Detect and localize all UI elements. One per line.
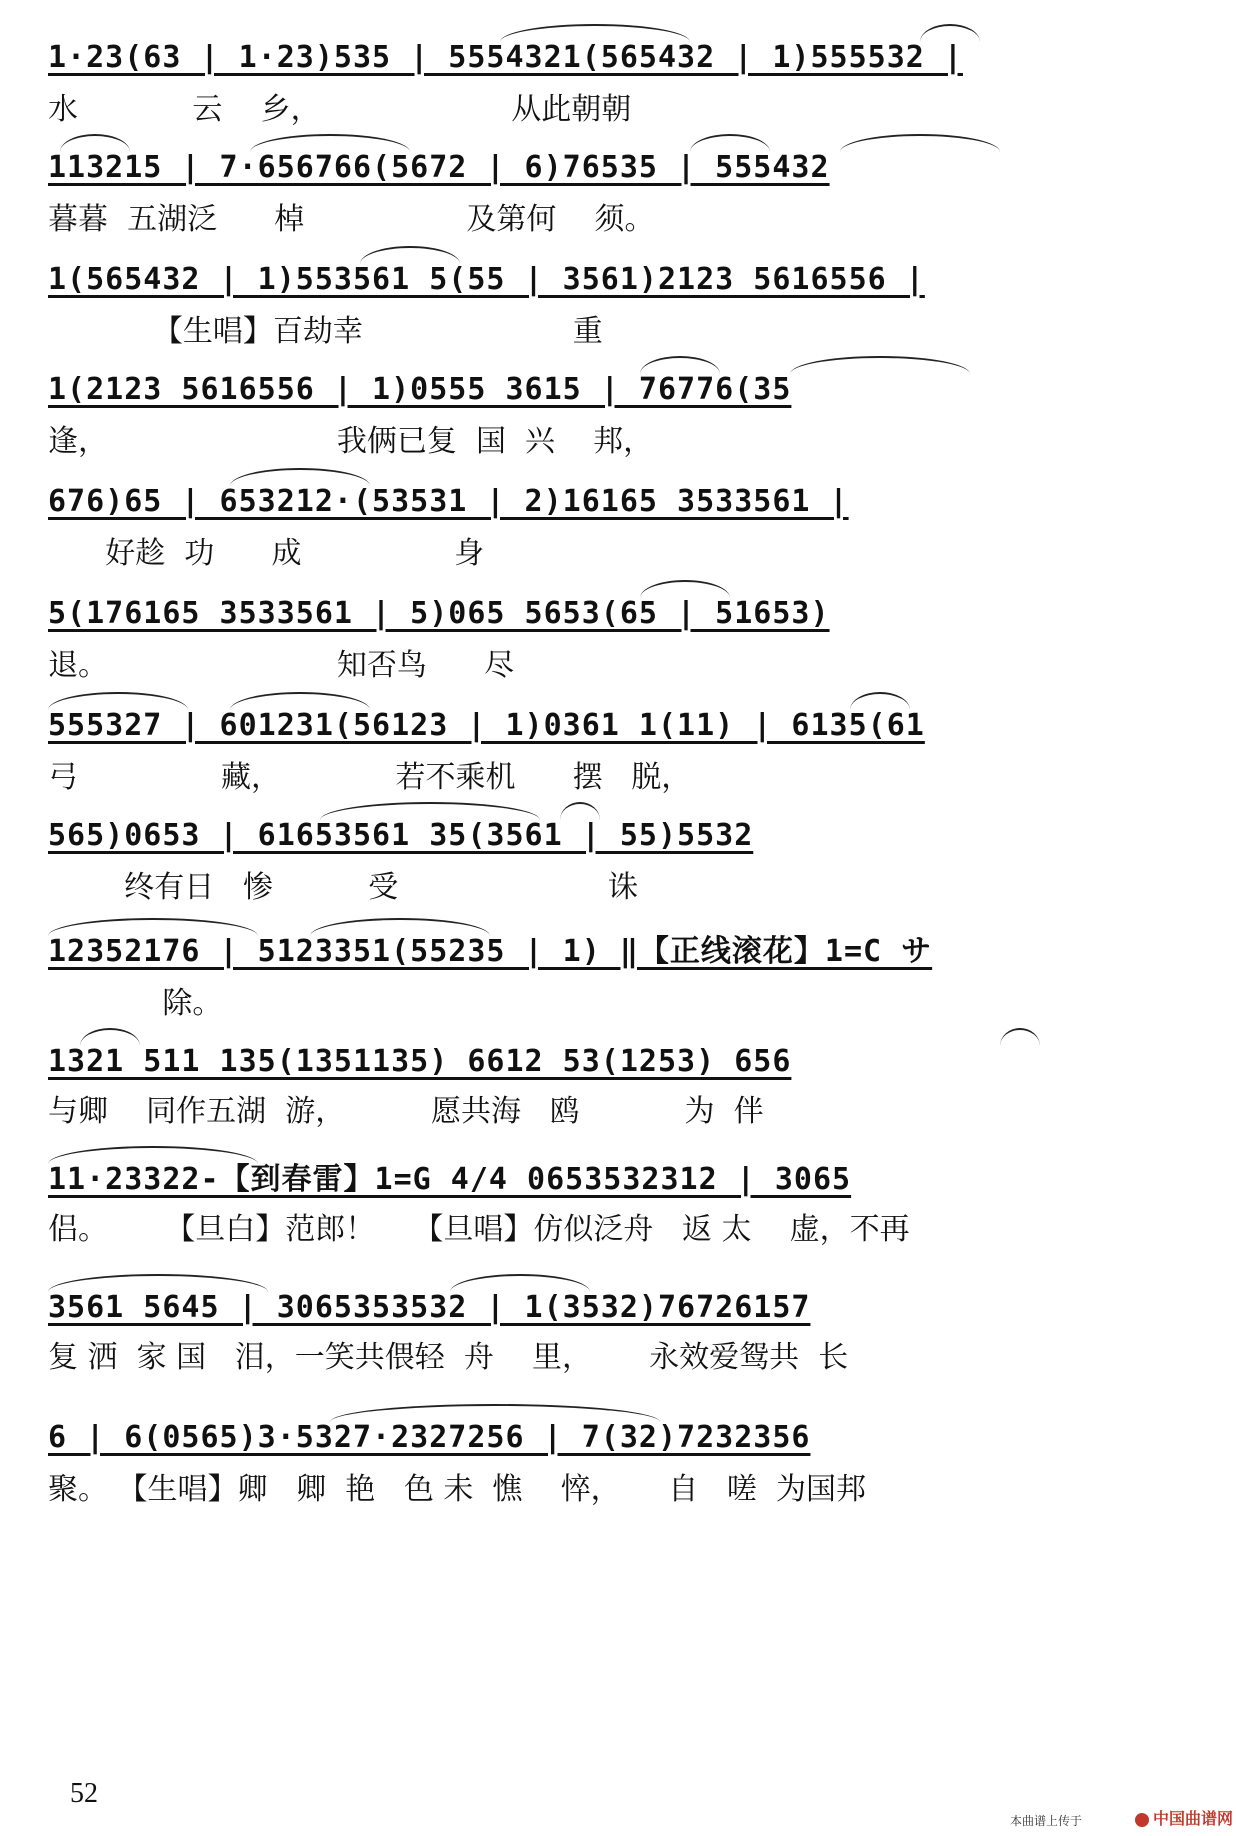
site-logo-text: 中国曲谱网 [1153,1809,1234,1828]
logo-mark-icon [1135,1813,1149,1827]
lyric-line-1: 水 云 乡， 从此朝朝 [48,92,632,127]
slur-mark [48,1274,268,1292]
slur-mark [48,918,258,936]
slur-mark [790,356,970,374]
notation-line-13: 6 | 6(0565)3·5327·2327256 | 7(32)7232356 [48,1420,811,1455]
slur-mark [330,1404,660,1422]
notation-line-7: 555327 | 601231(56123 | 1)0361 1(11) | 6135(61 [48,708,925,743]
slur-mark [850,692,910,710]
slur-mark [80,1028,140,1046]
slur-mark [640,580,730,598]
slur-mark [320,802,540,820]
notation-line-9: 12352176 | 5123351(55235 | 1) ‖【正线滚花】1=C サ [48,934,933,969]
notation-line-11: 11·23322-【到春雷】1=G 4/4 0653532312 | 3065 [48,1162,852,1197]
slur-mark [230,468,370,486]
lyric-line-11: 侣。 【旦白】范郎！ 【旦唱】仿似泛舟 返 太 虚，不再 [48,1212,910,1247]
slur-mark [640,356,720,374]
lyric-line-13: 聚。 【生唱】卿 卿 艳 色 未 憔 悴， 自 嗟 为国邦 [48,1472,866,1507]
notation-line-4: 1(2123 5616556 | 1)0555 3615 | 76776(35 [48,372,792,407]
slur-mark [560,802,600,820]
lyric-line-4: 逢， 我俩已复 国 兴 邦， [48,424,654,459]
lyric-line-7: 弓 藏， 若不乘机 摆 脱， [48,760,692,795]
notation-line-2: 113215 | 7·656766(5672 | 6)76535 | 555432 [48,150,830,185]
notation-line-5: 676)65 | 653212·(53531 | 2)16165 3533561 | [48,484,849,519]
notation-line-6: 5(176165 3533561 | 5)065 5653(65 | 51653) [48,596,830,631]
lyric-line-2: 暮暮 五湖泛 棹 及第何 须。 [48,202,655,237]
slur-mark [48,692,188,710]
lyric-line-3: 【生唱】百劫幸 重 [48,314,603,349]
notation-line-10: 1321 511 135(1351135) 6612 53(1253) 656 [48,1044,792,1079]
slur-mark [500,24,690,42]
slur-mark [840,134,1000,152]
lyric-line-8: 终有日 惨 受 诛 [48,870,639,905]
notation-line-3: 1(565432 | 1)553561 5(55 | 3561)2123 5616556 | [48,262,925,297]
lyric-line-9: 除。 [48,986,223,1021]
slur-mark [450,1274,590,1292]
lyric-line-12: 复 洒 家 国 泪，一笑共偎轻 舟 里， 永效爱鸳共 长 [48,1340,849,1375]
page-number: 52 [70,1778,98,1809]
slur-mark [360,246,460,264]
lyric-line-5: 好趁 功 成 身 [48,536,485,571]
notation-line-8: 565)0653 | 61653561 35(3561 | 55)5532 [48,818,754,853]
notation-line-12: 3561 5645 | 3065353532 | 1(3532)76726157 [48,1290,811,1325]
slur-mark [230,692,370,710]
lyric-line-6: 退。 知否鸟 尽 [48,648,515,683]
notation-line-1: 1·23(63 | 1·23)535 | 5554321(565432 | 1)555532 | [48,40,963,75]
slur-mark [920,24,980,42]
slur-mark [60,134,130,152]
footer-upload-note: 本曲谱上传于 [1010,1814,1083,1828]
slur-mark [1000,1028,1040,1046]
lyric-line-10: 与卿 同作五湖 游， 愿共海 鸥 为 伴 [48,1094,764,1129]
slur-mark [310,918,490,936]
slur-mark [690,134,770,152]
site-logo [1135,1806,1233,1829]
slur-mark [48,1146,258,1164]
slur-mark [250,134,410,152]
